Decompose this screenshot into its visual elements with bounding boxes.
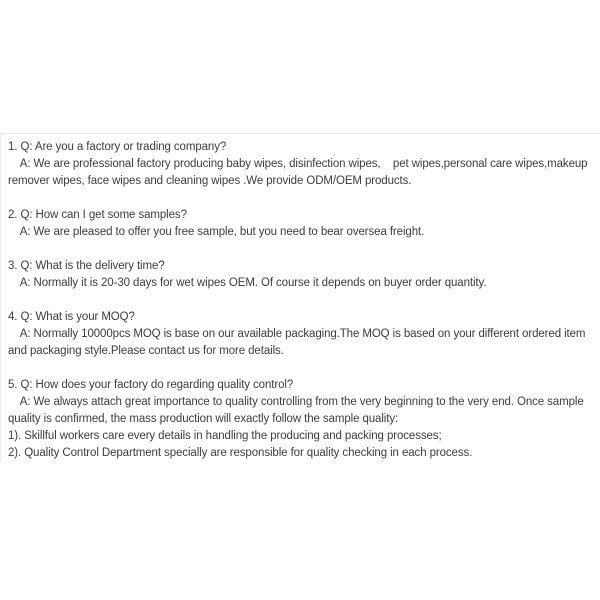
faq-answer-line: A: We are professional factory producing baby wipes, disinfection wipes, pet wipes,personal care wipes,makeup (8, 158, 588, 170)
faq-question: 3. Q: What is the delivery time? (8, 260, 165, 272)
faq-section (0, 134, 600, 462)
faq-question: 5. Q: How does your factory do regarding quality control? (8, 379, 294, 391)
faq-question: 1. Q: Are you a factory or trading company? (8, 141, 227, 153)
faq-answer-line: quality is confirmed, the mass production will exactly follow the sample quality: (8, 413, 399, 425)
top-blank-area (0, 0, 600, 133)
faq-answer-line: and packaging style.Please contact us for more details. (8, 345, 284, 357)
left-edge-line (0, 134, 1, 462)
faq-answer-line: A: Normally it is 20-30 days for wet wipes OEM. Of course it depends on buyer order quantity. (8, 277, 487, 289)
faq-answer-line: A: Normally 10000pcs MOQ is base on our available packaging.The MOQ is based on your different ordered item (8, 328, 586, 340)
faq-question: 4. Q: What is your MOQ? (8, 311, 135, 323)
faq-answer-line: A: We are pleased to offer you free sample, but you need to bear oversea freight. (8, 226, 425, 238)
faq-answer-line: 2). Quality Control Department specially are responsible for quality checking in each process. (8, 447, 473, 459)
faq-question: 2. Q: How can I get some samples? (8, 209, 187, 221)
faq-item-3 (8, 258, 592, 292)
faq-answer-line: A: We always attach great importance to quality controlling from the very beginning to the very end. Once sample (8, 396, 584, 408)
faq-item-1 (8, 139, 592, 190)
faq-item-4 (8, 309, 592, 360)
faq-answer-line: remover wipes, face wipes and cleaning wipes .We provide ODM/OEM products. (8, 175, 412, 187)
faq-item-2 (8, 207, 592, 241)
faq-answer-line: 1). Skillful workers care every details in handling the producing and packing processes; (8, 430, 442, 442)
faq-item-5 (8, 377, 592, 462)
